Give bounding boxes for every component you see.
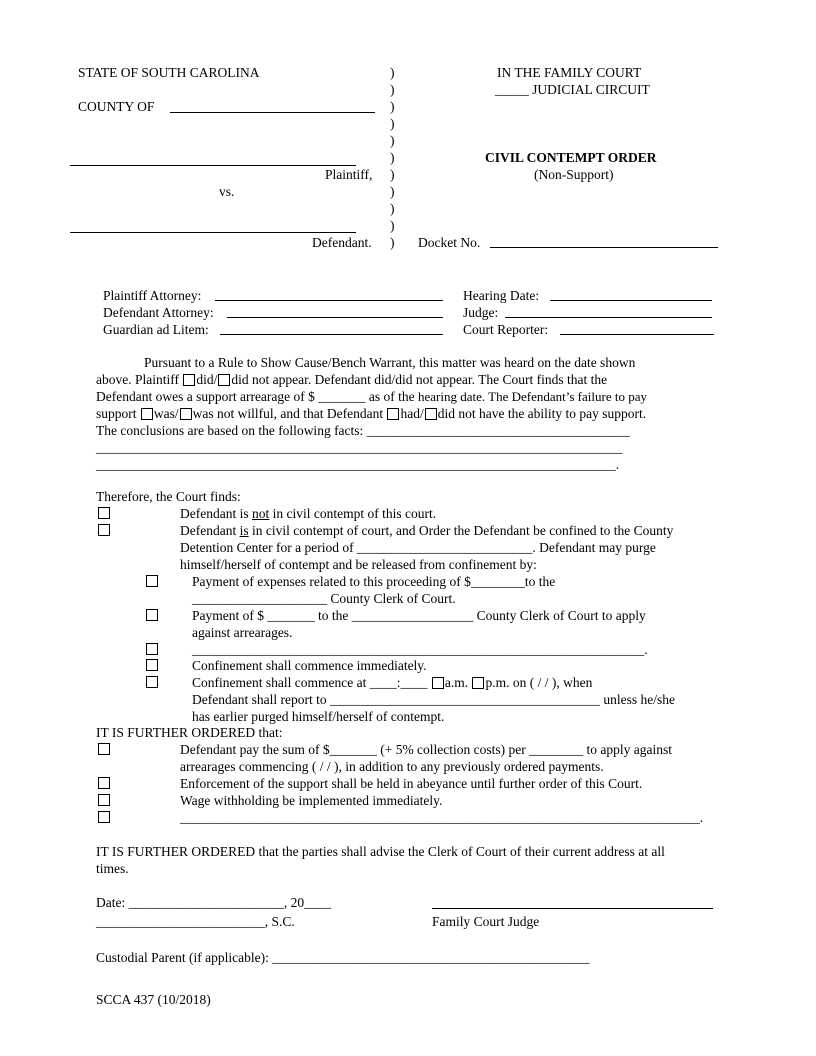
- findings-text: Defendant owes a support arrearage of $ _______ as of the: [96, 389, 419, 404]
- not-in-contempt-text: [180, 505, 436, 522]
- findings-text: hearing date. The Defendant’s failure to pay: [418, 389, 647, 404]
- further-other-checkbox[interactable]: [98, 811, 110, 823]
- emphasis-not: not: [251, 506, 270, 521]
- findings-line-2: [96, 371, 607, 388]
- further-other-line: _____________________________________________________________________________.: [180, 810, 704, 825]
- purge-expenses-county: ____________________ County Clerk of Court.: [192, 591, 456, 606]
- findings-text: did/: [196, 372, 218, 387]
- caption-paren: ): [390, 167, 395, 182]
- place-line: _________________________, S.C.: [96, 914, 295, 929]
- plaintiff-not-appeared-checkbox[interactable]: [218, 374, 230, 386]
- plaintiff-label: Plaintiff,: [325, 167, 373, 182]
- confine-later-checkbox[interactable]: [146, 676, 158, 688]
- caption-paren: ): [390, 116, 395, 131]
- findings-line-5: The conclusions are based on the following facts: _______________________________________: [96, 423, 630, 438]
- caption-paren: ): [390, 218, 395, 233]
- earlier-purged-text: has earlier purged himself/herself of contempt.: [192, 709, 445, 724]
- confine-later-text: [192, 674, 592, 691]
- address-order-line-1: IT IS FURTHER ORDERED that the parties shall advise the Clerk of Court of their current address at all: [96, 844, 665, 859]
- arrearages-commencing-text: arrearages commencing ( / / ), in addition to any previously ordered payments.: [180, 759, 604, 774]
- judge-field[interactable]: [505, 317, 712, 318]
- therefore-heading: Therefore, the Court finds:: [96, 489, 241, 504]
- wage-withholding-text: Wage withholding be implemented immediately.: [180, 793, 443, 808]
- caption-paren: ): [390, 235, 395, 250]
- judge-label: Judge:: [463, 305, 499, 320]
- findings-line-3: [96, 388, 647, 405]
- docket-field[interactable]: [490, 247, 718, 248]
- option-text: p.m. on ( / / ), when: [485, 675, 593, 690]
- purge-other-checkbox[interactable]: [146, 643, 158, 655]
- confine-immediately-checkbox[interactable]: [146, 659, 158, 671]
- findings-text: did not have the ability to pay support.: [437, 406, 647, 421]
- emphasis-is: is: [239, 523, 249, 538]
- further-heading: IT IS FURTHER ORDERED that:: [96, 725, 283, 740]
- findings-line-4: [96, 405, 646, 422]
- confine-immediately-text: Confinement shall commence immediately.: [192, 658, 427, 673]
- purge-payment-checkbox[interactable]: [146, 609, 158, 621]
- am-checkbox[interactable]: [432, 677, 444, 689]
- state-label: STATE OF SOUTH CAROLINA: [78, 65, 260, 80]
- court-reporter-label: Court Reporter:: [463, 322, 549, 337]
- docket-label: Docket No.: [418, 235, 481, 250]
- detention-period-text: Detention Center for a period of __________________________. Defendant may purge: [180, 540, 656, 555]
- judicial-circuit: _____ JUDICIAL CIRCUIT: [495, 82, 650, 97]
- order-subtitle: (Non-Support): [534, 167, 614, 182]
- had-ability-checkbox[interactable]: [387, 408, 399, 420]
- not-in-contempt-checkbox[interactable]: [98, 507, 110, 519]
- versus-label: vs.: [219, 184, 235, 199]
- findings-text: support: [96, 406, 140, 421]
- hearing-date-field[interactable]: [550, 300, 712, 301]
- option-text: in civil contempt of this court.: [269, 506, 437, 521]
- findings-text: had/: [400, 406, 424, 421]
- abeyance-text: Enforcement of the support shall be held in abeyance until further order of this Court.: [180, 776, 643, 791]
- order-title: CIVIL CONTEMPT ORDER: [485, 150, 657, 165]
- guardian-label: Guardian ad Litem:: [103, 322, 209, 337]
- findings-text: was not willful, and that Defendant: [192, 406, 387, 421]
- court-reporter-field[interactable]: [560, 334, 714, 335]
- pay-sum-checkbox[interactable]: [98, 743, 110, 755]
- findings-text: was/: [153, 406, 179, 421]
- caption-paren: ): [390, 184, 395, 199]
- purge-expenses-checkbox[interactable]: [146, 575, 158, 587]
- pm-checkbox[interactable]: [472, 677, 484, 689]
- plaintiff-attorney-label: Plaintiff Attorney:: [103, 288, 202, 303]
- option-text: a.m.: [444, 675, 472, 690]
- no-ability-checkbox[interactable]: [425, 408, 437, 420]
- purge-payment-arrearages: against arrearages.: [192, 625, 293, 640]
- willful-checkbox[interactable]: [141, 408, 153, 420]
- custodial-parent-line: Custodial Parent (if applicable): _______________________________________________: [96, 950, 590, 965]
- purge-expenses-text: Payment of expenses related to this proceeding of $________to the: [192, 574, 556, 589]
- findings-line-7: _____________________________________________________________________________.: [96, 457, 620, 472]
- defendant-label: Defendant.: [312, 235, 372, 250]
- option-text: Confinement shall commence at ____:____: [192, 675, 431, 690]
- option-text: Defendant: [180, 523, 240, 538]
- option-text: Defendant is: [180, 506, 252, 521]
- defendant-attorney-label: Defendant Attorney:: [103, 305, 214, 320]
- findings-text: did not appear. Defendant did/did not appear. The Court finds that the: [231, 372, 608, 387]
- caption-paren: ): [390, 133, 395, 148]
- caption-paren: ): [390, 65, 395, 80]
- caption-paren: ): [390, 99, 395, 114]
- form-id: SCCA 437 (10/2018): [96, 992, 211, 1007]
- county-field[interactable]: [170, 112, 375, 113]
- county-label: COUNTY OF: [78, 99, 155, 114]
- plaintiff-appeared-checkbox[interactable]: [183, 374, 195, 386]
- plaintiff-name-field[interactable]: [70, 165, 356, 166]
- findings-line-6: ______________________________________________________________________________: [96, 440, 623, 455]
- defendant-name-field[interactable]: [70, 232, 356, 233]
- purge-intro-text: himself/herself of contempt and be released from confinement by:: [180, 557, 537, 572]
- pay-sum-text: Defendant pay the sum of $_______ (+ 5% collection costs) per ________ to apply against: [180, 742, 673, 757]
- court-name: IN THE FAMILY COURT: [497, 65, 642, 80]
- report-location-text: Defendant shall report to ________________________________________ unless he/she: [192, 692, 675, 707]
- caption-paren: ): [390, 82, 395, 97]
- date-line: Date: _______________________, 20____: [96, 895, 332, 910]
- defendant-attorney-field[interactable]: [227, 317, 443, 318]
- purge-other-line: ___________________________________________________________________.: [192, 642, 648, 657]
- wage-withholding-checkbox[interactable]: [98, 794, 110, 806]
- plaintiff-attorney-field[interactable]: [215, 300, 443, 301]
- guardian-field[interactable]: [220, 334, 443, 335]
- abeyance-checkbox[interactable]: [98, 777, 110, 789]
- judge-signature-field[interactable]: [432, 908, 713, 909]
- caption-paren: ): [390, 201, 395, 216]
- hearing-date-label: Hearing Date:: [463, 288, 540, 303]
- findings-text: above. Plaintiff: [96, 372, 183, 387]
- in-contempt-text: [180, 522, 673, 539]
- option-text: in civil contempt of court, and Order the Defendant be confined to the County: [248, 523, 674, 538]
- caption-paren: ): [390, 150, 395, 165]
- purge-payment-text: Payment of $ _______ to the __________________ County Clerk of Court to apply: [192, 608, 646, 623]
- address-order-line-2: times.: [96, 861, 129, 876]
- in-contempt-checkbox[interactable]: [98, 524, 110, 536]
- not-willful-checkbox[interactable]: [180, 408, 192, 420]
- judge-signature-label: Family Court Judge: [432, 914, 540, 929]
- findings-line-1: Pursuant to a Rule to Show Cause/Bench Warrant, this matter was heard on the date shown: [144, 355, 636, 370]
